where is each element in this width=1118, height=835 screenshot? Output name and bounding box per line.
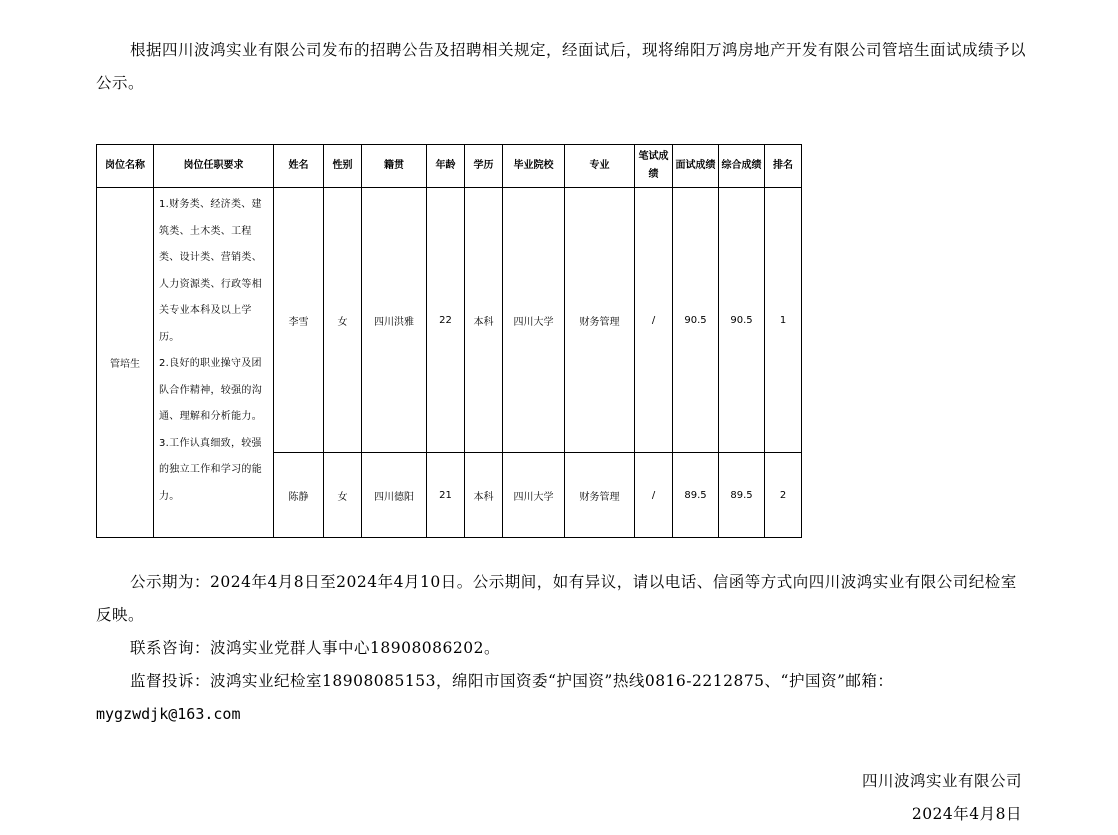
table-header-row [97, 145, 802, 188]
candidate-education: 本科 [465, 188, 503, 453]
candidate-written-score: / [635, 453, 673, 538]
candidate-education: 本科 [465, 453, 503, 538]
candidate-school: 四川大学 [503, 453, 565, 538]
header-written-score: 笔试成绩 [635, 145, 673, 188]
candidate-age: 21 [427, 453, 465, 538]
requirement-item: 3.工作认真细致，较强的独立工作和学习的能力。 [159, 437, 262, 502]
header-interview-score: 面试成绩 [673, 145, 719, 188]
candidate-origin: 四川德阳 [362, 453, 427, 538]
header-origin: 籍贯 [362, 145, 427, 188]
position-cell: 管培生 [97, 188, 154, 538]
header-major: 专业 [565, 145, 635, 188]
signature-date: 2024年4月8日 [911, 805, 1022, 823]
header-requirements: 岗位任职要求 [154, 145, 274, 188]
signature-organization: 四川波鸿实业有限公司 [861, 772, 1022, 790]
contact-paragraph: 联系咨询：波鸿实业党群人事中心18908086202。 [130, 639, 500, 657]
notice-period-paragraph: 公示期为：2024年4月8日至2024年4月10日。公示期间，如有异议，请以电话、信函等方式向四川波鸿实业有限公司纪检室反映。 [96, 573, 1017, 624]
candidate-gender: 女 [324, 188, 362, 453]
header-rank: 排名 [765, 145, 802, 188]
header-name: 姓名 [274, 145, 324, 188]
header-position: 岗位名称 [97, 145, 154, 188]
requirement-item: 1.财务类、经济类、建筑类、土木类、工程类、设计类、营销类、人力资源类、行政等相关专业本科及以上学历。 [159, 199, 262, 343]
candidate-interview-score: 89.5 [673, 453, 719, 538]
candidate-total-score: 90.5 [719, 188, 765, 453]
candidate-name: 陈静 [274, 453, 324, 538]
candidate-interview-score: 90.5 [673, 188, 719, 453]
requirement-item: 2.良好的职业操守及团队合作精神，较强的沟通、理解和分析能力。 [159, 358, 262, 422]
candidate-total-score: 89.5 [719, 453, 765, 538]
header-education: 学历 [465, 145, 503, 188]
requirements-cell [154, 188, 274, 538]
email-address[interactable]: mygzwdjk@163.com [96, 705, 241, 723]
candidate-origin: 四川洪雅 [362, 188, 427, 453]
candidate-major: 财务管理 [565, 188, 635, 453]
header-school: 毕业院校 [503, 145, 565, 188]
candidate-rank: 1 [765, 188, 802, 453]
header-age: 年龄 [427, 145, 465, 188]
candidate-gender: 女 [324, 453, 362, 538]
supervise-paragraph: 监督投诉：波鸿实业纪检室18908085153，绵阳市国资委“护国资”热线0816-2212875、“护国资”邮箱： [130, 672, 894, 690]
results-table [96, 144, 802, 538]
candidate-age: 22 [427, 188, 465, 453]
table-row [97, 188, 802, 453]
candidate-written-score: / [635, 188, 673, 453]
candidate-rank: 2 [765, 453, 802, 538]
intro-paragraph: 根据四川波鸿实业有限公司发布的招聘公告及招聘相关规定，经面试后，现将绵阳万鸿房地产开发有限公司管培生面试成绩予以公示。 [96, 41, 1027, 92]
candidate-school: 四川大学 [503, 188, 565, 453]
header-gender: 性别 [324, 145, 362, 188]
header-total-score: 综合成绩 [719, 145, 765, 188]
candidate-name: 李雪 [274, 188, 324, 453]
candidate-major: 财务管理 [565, 453, 635, 538]
